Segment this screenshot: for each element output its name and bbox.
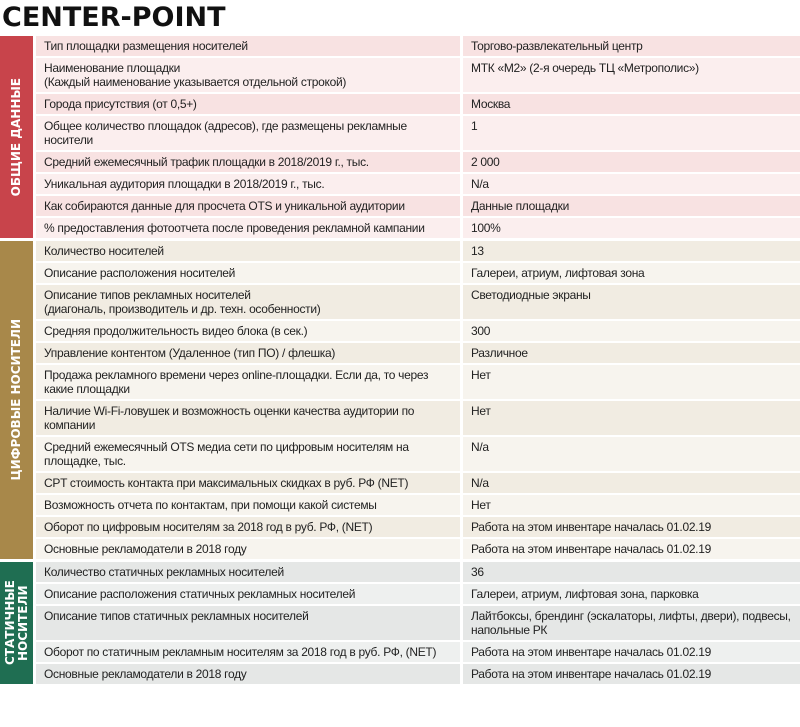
table-row xyxy=(36,584,800,604)
page-title: CENTER-POINT xyxy=(2,2,226,33)
row-value: 300 xyxy=(463,321,800,341)
row-label: Города присутствия (от 0,5+) xyxy=(36,94,460,114)
section-1 xyxy=(0,241,800,559)
table-row xyxy=(36,285,800,319)
row-value: МТК «М2» (2-я очередь ТЦ «Метрополис») xyxy=(463,58,800,92)
table-row xyxy=(36,58,800,92)
section-label xyxy=(0,241,33,559)
row-label: Количество носителей xyxy=(36,241,460,261)
table-row xyxy=(36,606,800,640)
row-value: 36 xyxy=(463,562,800,582)
table-row xyxy=(36,473,800,493)
row-label: Оборот по статичным рекламным носителям за 2018 год в руб. РФ, (NET) xyxy=(36,642,460,662)
table-row xyxy=(36,152,800,172)
row-value: Различное xyxy=(463,343,800,363)
row-value: 2 000 xyxy=(463,152,800,172)
table-row xyxy=(36,241,800,261)
table-row xyxy=(36,321,800,341)
table-row xyxy=(36,664,800,684)
section-label xyxy=(0,36,33,238)
table-row xyxy=(36,539,800,559)
row-value: Работа на этом инвентаре началась 01.02.19 xyxy=(463,664,800,684)
table-row xyxy=(36,174,800,194)
row-label: Основные рекламодатели в 2018 году xyxy=(36,539,460,559)
section-2 xyxy=(0,562,800,684)
section-rows xyxy=(36,241,800,559)
row-value: N/a xyxy=(463,473,800,493)
row-value: Работа на этом инвентаре началась 01.02.19 xyxy=(463,517,800,537)
row-label: Средний ежемесячный трафик площадки в 2018/2019 г., тыс. xyxy=(36,152,460,172)
table-row xyxy=(36,343,800,363)
row-label: CPT стоимость контакта при максимальных скидках в руб. РФ (NET) xyxy=(36,473,460,493)
table-row xyxy=(36,116,800,150)
data-table xyxy=(0,36,800,684)
row-label: Количество статичных рекламных носителей xyxy=(36,562,460,582)
row-value: Торгово-развлекательный центр xyxy=(463,36,800,56)
row-value: Работа на этом инвентаре началась 01.02.19 xyxy=(463,539,800,559)
row-label: % предоставления фотоотчета после проведения рекламной кампании xyxy=(36,218,460,238)
table-row xyxy=(36,437,800,471)
row-label: Описание типов рекламных носителей (диагональ, производитель и др. техн. особенности) xyxy=(36,285,460,319)
row-value: N/a xyxy=(463,174,800,194)
row-label: Средняя продолжительность видео блока (в сек.) xyxy=(36,321,460,341)
row-value: Галереи, атриум, лифтовая зона xyxy=(463,263,800,283)
table-row xyxy=(36,562,800,582)
row-label: Возможность отчета по контактам, при помощи какой системы xyxy=(36,495,460,515)
row-value: Лайтбоксы, брендинг (эскалаторы, лифты, двери), подвесы, напольные РК xyxy=(463,606,800,640)
row-value: Москва xyxy=(463,94,800,114)
row-value: Нет xyxy=(463,365,800,399)
row-value: Нет xyxy=(463,401,800,435)
row-label: Описание расположения статичных рекламных носителей xyxy=(36,584,460,604)
row-value: 100% xyxy=(463,218,800,238)
section-label-text: ОБЩИЕ ДАННЫЕ xyxy=(9,77,23,197)
section-rows xyxy=(36,562,800,684)
section-label-text: ЦИФРОВЫЕ НОСИТЕЛИ xyxy=(9,319,23,481)
section-rows xyxy=(36,36,800,238)
table-row xyxy=(36,517,800,537)
row-value: 13 xyxy=(463,241,800,261)
row-label: Оборот по цифровым носителям за 2018 год в руб. РФ, (NET) xyxy=(36,517,460,537)
row-value: Нет xyxy=(463,495,800,515)
table-row xyxy=(36,94,800,114)
table-row xyxy=(36,263,800,283)
row-label: Наименование площадки (Каждый наименование указывается отдельной строкой) xyxy=(36,58,460,92)
table-row xyxy=(36,365,800,399)
section-label xyxy=(0,562,33,684)
row-label: Описание расположения носителей xyxy=(36,263,460,283)
row-label: Управление контентом (Удаленное (тип ПО) / флешка) xyxy=(36,343,460,363)
table-row xyxy=(36,401,800,435)
row-label: Описание типов статичных рекламных носителей xyxy=(36,606,460,640)
row-label: Наличие Wi-Fi-ловушек и возможность оценки качества аудитории по компании xyxy=(36,401,460,435)
row-label: Основные рекламодатели в 2018 году xyxy=(36,664,460,684)
table-row xyxy=(36,36,800,56)
row-value: 1 xyxy=(463,116,800,150)
row-label: Средний ежемесячный OTS медиа сети по цифровым носителям на площадке, тыс. xyxy=(36,437,460,471)
section-label-text: СТАТИЧНЫЕ НОСИТЕЛИ xyxy=(2,580,30,666)
row-label: Продажа рекламного времени через online-площадки. Если да, то через какие площадки xyxy=(36,365,460,399)
table-row xyxy=(36,218,800,238)
row-value: Галереи, атриум, лифтовая зона, парковка xyxy=(463,584,800,604)
row-label: Общее количество площадок (адресов), где размещены рекламные носители xyxy=(36,116,460,150)
row-label: Уникальная аудитория площадки в 2018/2019 г., тыс. xyxy=(36,174,460,194)
row-value: Работа на этом инвентаре началась 01.02.19 xyxy=(463,642,800,662)
table-row xyxy=(36,196,800,216)
row-value: Светодиодные экраны xyxy=(463,285,800,319)
row-value: Данные площадки xyxy=(463,196,800,216)
row-label: Тип площадки размещения носителей xyxy=(36,36,460,56)
row-value: N/a xyxy=(463,437,800,471)
section-0 xyxy=(0,36,800,238)
row-label: Как собираются данные для просчета OTS и уникальной аудитории xyxy=(36,196,460,216)
table-row xyxy=(36,495,800,515)
table-row xyxy=(36,642,800,662)
